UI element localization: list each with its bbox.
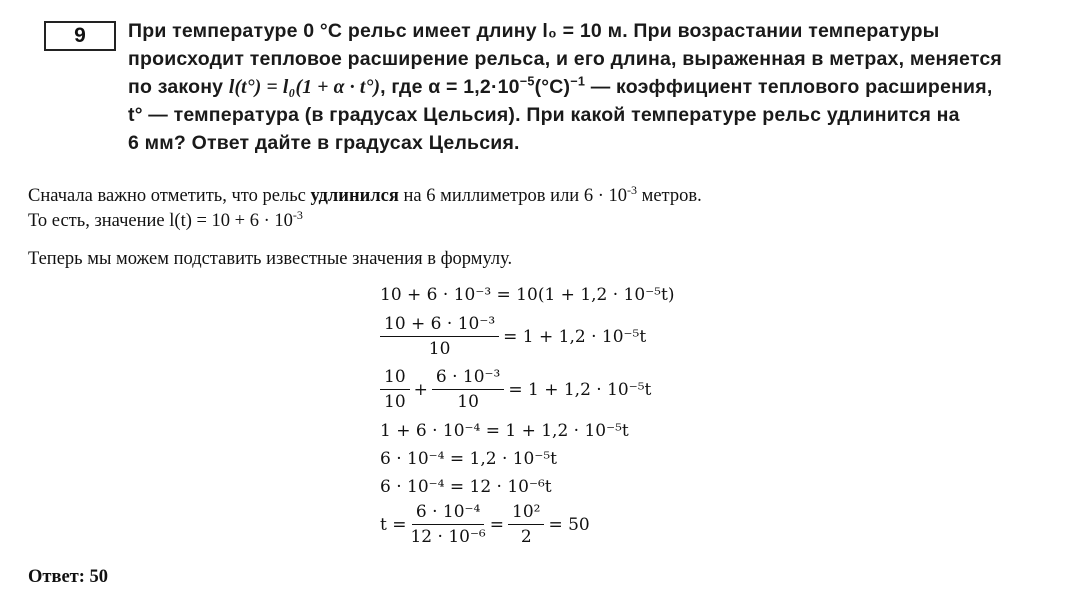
problem-line-3: по закону l(t°) = l₀(1 + α · t°), где $\alpha = 1,2\cdot 10^{-5}(^\circ С)^{-1}$ — коэффициент теплового расширения,: [128, 74, 993, 98]
fraction: $\frac{\text{6 · 10⁻³}}{10}$: [432, 367, 504, 412]
problem-line-2: происходит тепловое расширение рельса, и его длина, выраженная в метрах, меняется: [128, 48, 1002, 70]
equation-7: t = $\frac{\text{6 · 10⁻⁴}}{\text{12 · 10⁻⁶}}$ = $\frac{\text{10²}}{2}$ = 50: [380, 502, 590, 547]
solution-paragraph-1: Сначала важно отметить, что рельс удлинился на 6 миллиметров или $6 \cdot 10^{-3}$ метров.: [28, 182, 702, 206]
solution-paragraph-3: Теперь мы можем подставить известные значения в формулу.: [28, 249, 513, 269]
equation-1: 10 + 6 · 10⁻³ = 10(1 + 1,2 · 10⁻⁵t): [380, 285, 675, 305]
problem-statement: [0, 0, 1068, 170]
fraction: $\frac{\text{10 + 6 · 10⁻³}}{10}$: [380, 314, 499, 359]
problem-line-4: t° — температура (в градусах Цельсия). При какой температуре рельс удлинится на: [128, 104, 960, 126]
solution-paragraph-2: То есть, значение $l(t) = 10 + 6 \cdot 10^{-3}$: [28, 207, 303, 231]
problem-line-5: 6 мм? Ответ дайте в градусах Цельсия.: [128, 132, 520, 154]
equation-2: $\frac{\text{10 + 6 · 10⁻³}}{10}$ = 1 + 1,2 · 10⁻⁵t: [380, 314, 646, 359]
fraction: $\frac{\text{6 · 10⁻⁴}}{\text{12 · 10⁻⁶}}$: [410, 502, 486, 547]
equation-6: 6 · 10⁻⁴ = 12 · 10⁻⁶t: [380, 477, 552, 497]
equation-5: 6 · 10⁻⁴ = 1,2 · 10⁻⁵t: [380, 449, 557, 469]
law-formula: l(t°) = l₀(1 + α · t°): [228, 77, 381, 98]
final-answer: Ответ: 50: [28, 567, 109, 587]
fraction: $\frac{10}{10}$: [380, 367, 410, 412]
equation-4: 1 + 6 · 10⁻⁴ = 1 + 1,2 · 10⁻⁵t: [380, 421, 629, 441]
problem-line-1: При температуре 0 °С рельс имеет длину l₀ = 10 м. При возрастании температуры: [128, 20, 940, 42]
problem-number: 9: [44, 21, 116, 51]
fraction: $\frac{\text{10²}}{2}$: [508, 502, 544, 547]
equation-3: $\frac{10}{10}$ + $\frac{\text{6 · 10⁻³}}{10}$ = 1 + 1,2 · 10⁻⁵t: [380, 367, 651, 412]
